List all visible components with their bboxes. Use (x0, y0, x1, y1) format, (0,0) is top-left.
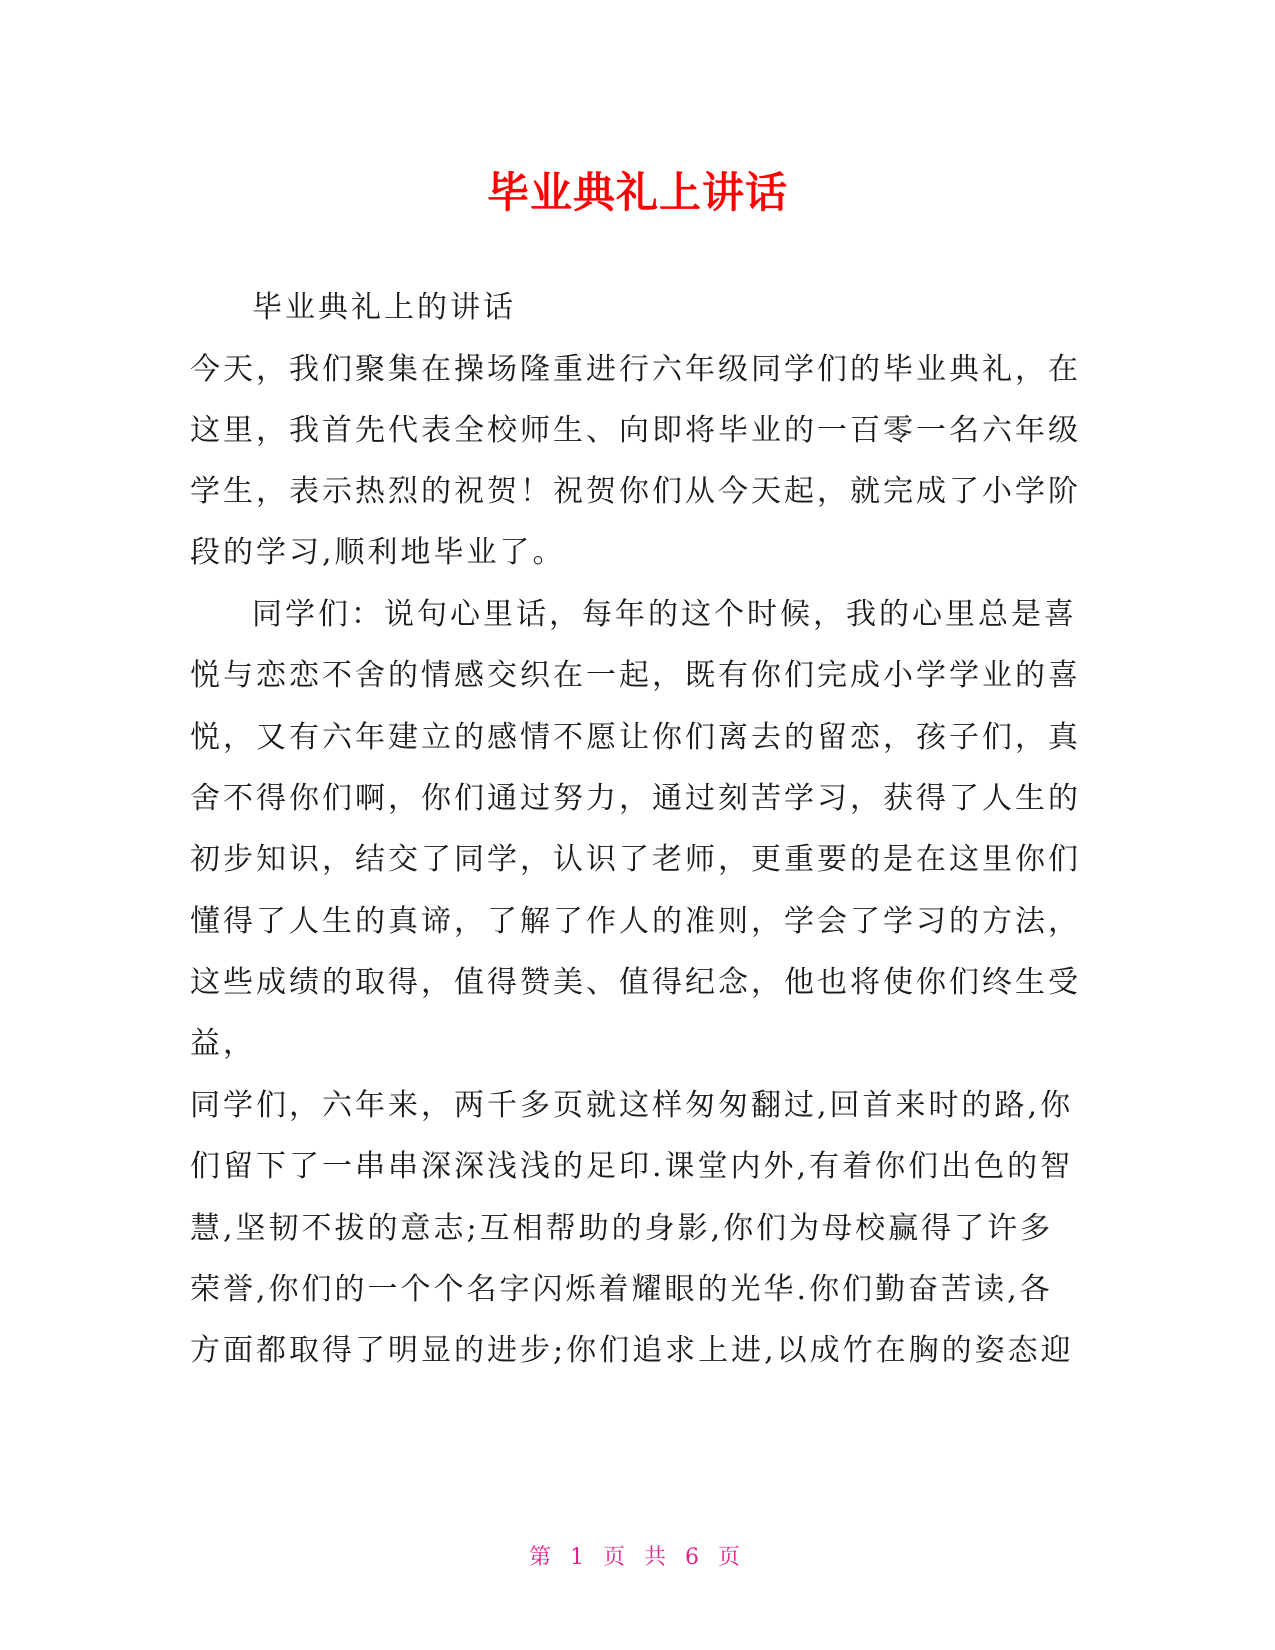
paragraph-line: 这些成绩的取得，值得赞美、值得纪念，他也将使你们终生受 (190, 965, 1081, 1000)
paragraph-line: 同学们，六年来，两千多页就这样匆匆翻过,回首来时的路,你 (190, 1088, 1074, 1123)
paragraph-line: 方面都取得了明显的进步;你们追求上进,以成竹在胸的姿态迎 (190, 1333, 1074, 1368)
paragraph-line: 荣誉,你们的一个个名字闪烁着耀眼的光华.你们勤奋苦读,各 (190, 1272, 1053, 1307)
paragraph-line: 学生，表示热烈的祝贺！祝贺你们从今天起，就完成了小学阶 (190, 474, 1081, 509)
paragraph-line: 舍不得你们啊，你们通过努力，通过刻苦学习，获得了人生的 (190, 781, 1081, 816)
paragraph-line: 同学们：说句心里话，每年的这个时候，我的心里总是喜 (252, 597, 1077, 632)
page-number-footer: 第 1 页 共 6 页 (529, 1545, 746, 1570)
paragraph-line: 悦与恋恋不舍的情感交织在一起，既有你们完成小学学业的喜 (190, 658, 1081, 693)
paragraph-line: 们留下了一串串深深浅浅的足印.课堂内外,有着你们出色的智 (190, 1149, 1074, 1184)
paragraph-line: 毕业典礼上的讲话 (252, 290, 516, 325)
paragraph-line: 段的学习,顺利地毕业了。 (190, 535, 566, 570)
paragraph-line: 懂得了人生的真谛，了解了作人的准则，学会了学习的方法， (190, 904, 1081, 939)
paragraph-line: 今天，我们聚集在操场隆重进行六年级同学们的毕业典礼，在 (190, 352, 1081, 387)
paragraph-line: 益， (190, 1026, 256, 1061)
paragraph-line: 初步知识，结交了同学，认识了老师，更重要的是在这里你们 (190, 842, 1081, 877)
paragraph-line: 慧,坚韧不拔的意志;互相帮助的身影,你们为母校赢得了许多 (190, 1211, 1054, 1246)
paragraph-line: 这里，我首先代表全校师生、向即将毕业的一百零一名六年级 (190, 413, 1081, 448)
paragraph-line: 悦，又有六年建立的感情不愿让你们离去的留恋，孩子们，真 (190, 720, 1081, 755)
document-title: 毕业典礼上讲话 (486, 168, 788, 217)
